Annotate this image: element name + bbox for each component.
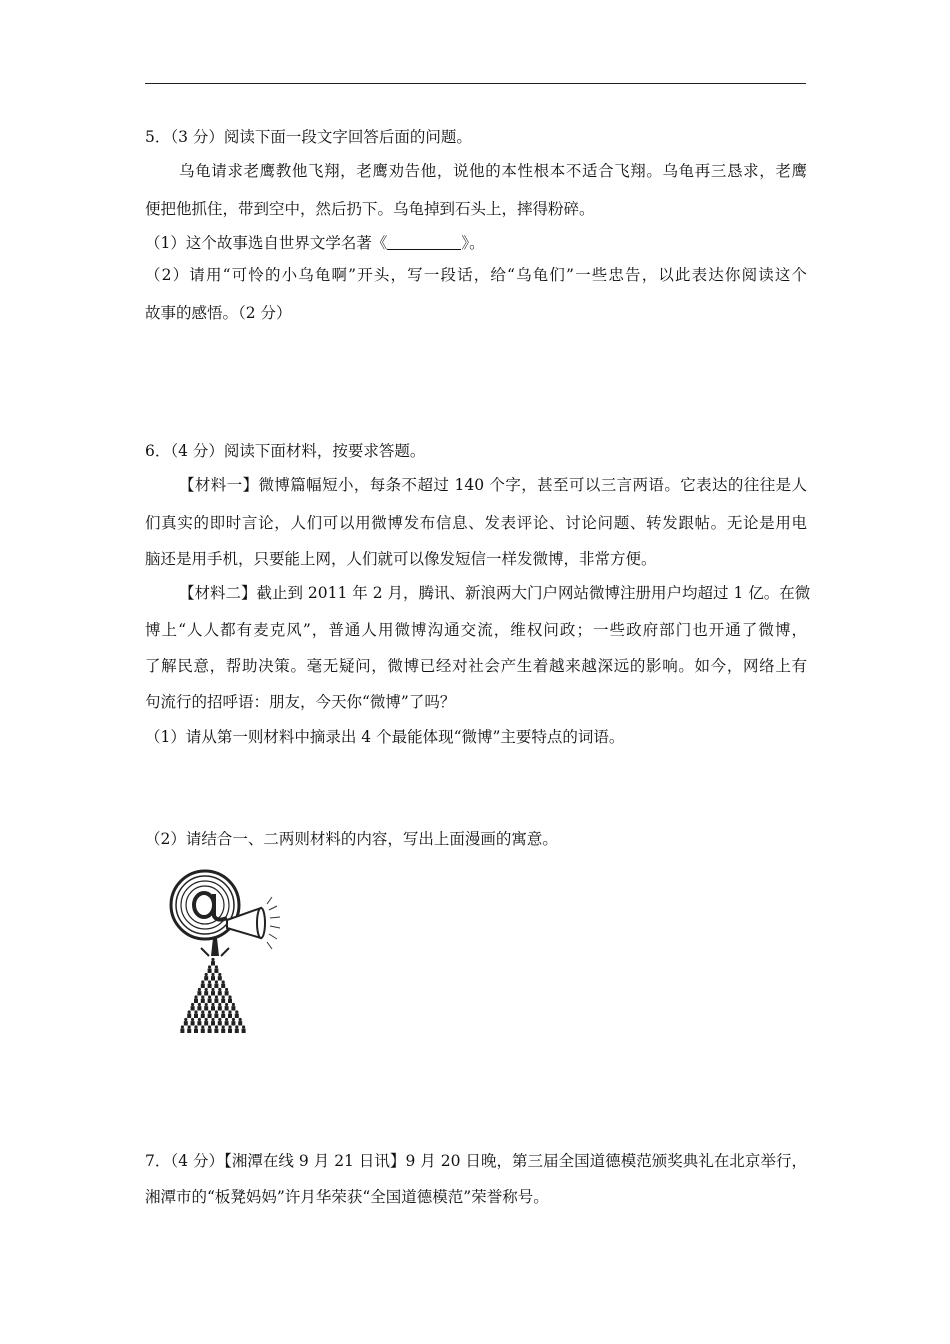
q5-sub1-prefix: （1）这个故事选自世界文学名著《 <box>145 234 388 252</box>
q7-line-2: 湘潭市的“板凳妈妈”许月华荣获“全国道德模范”荣誉称号。 <box>145 1188 549 1206</box>
q5-sub1-suffix: 》。 <box>461 234 485 252</box>
q6-sub2: （2）请结合一、二两则材料的内容，写出上面漫画的寓意。 <box>145 830 558 848</box>
q6-material1-line-2: 们真实的即时言论，人们可以用微博发布信息、发表评论、讨论问题、转发跟帖。无论是用电 <box>145 514 807 532</box>
q5-sub2-line-2: 故事的感悟。（2 分） <box>145 304 292 322</box>
q5-sub1 <box>145 233 807 253</box>
q6-material2-line-2: 博上“人人都有麦克风”，普通人用微博沟通交流，维权问政；一些政府部门也开通了微博， <box>145 621 807 639</box>
q6-heading: 6．（4 分）阅读下面材料，按要求答题。 <box>145 442 426 460</box>
q6-sub1: （1）请从第一则材料中摘录出 4 个最能体现“微博”主要特点的词语。 <box>145 728 625 746</box>
q6-material1-line-1: 【材料一】微博篇幅短小，每条不超过 140 个字，甚至可以三言两语。它表达的往往是人 <box>179 476 807 494</box>
megaphone-icon <box>227 897 280 949</box>
q5-heading: 5．（3 分）阅读下面一段文字回答后面的问题。 <box>145 128 472 146</box>
q5-sub2-line-1: （2）请用“可怜的小乌龟啊”开头，写一段话，给“乌龟们”一些忠告，以此表达你阅读这个 <box>145 266 807 284</box>
weibo-cartoon-image <box>143 860 283 1035</box>
q6-material2-line-3: 了解民意，帮助决策。毫无疑问，微博已经对社会产生着越来越深远的影响。如今，网络上有 <box>145 657 807 675</box>
q5-passage-line-2: 便把他抓住，带到空中，然后扔下。乌龟掉到石头上，摔得粉碎。 <box>145 200 595 218</box>
stand-icon <box>201 938 229 956</box>
q6-material2-line-1: 【材料二】截止到 2011 年 2 月，腾讯、新浪两大门户网站微博注册用户均超过 1 亿。在微 <box>179 584 811 602</box>
header-rule <box>145 83 806 84</box>
q7-line-1: 7．（4 分）【湘潭在线 9 月 21 日讯】9 月 20 日晚，第三届全国道德模范颁奖典礼在北京举行， <box>145 1152 807 1170</box>
q5-passage-line-1: 乌龟请求老鹰教他飞翔，老鹰劝告他，说他的本性根本不适合飞翔。乌龟再三恳求，老鹰 <box>179 162 807 180</box>
q6-material1-line-3: 脑还是用手机，只要能上网，人们就可以像发短信一样发微博，非常方便。 <box>145 550 657 568</box>
crowd-pyramid-icon <box>180 958 245 1033</box>
answer-blank[interactable] <box>387 235 461 250</box>
q6-material2-line-4: 句流行的招呼语：朋友，今天你“微博”了吗？ <box>145 693 456 711</box>
